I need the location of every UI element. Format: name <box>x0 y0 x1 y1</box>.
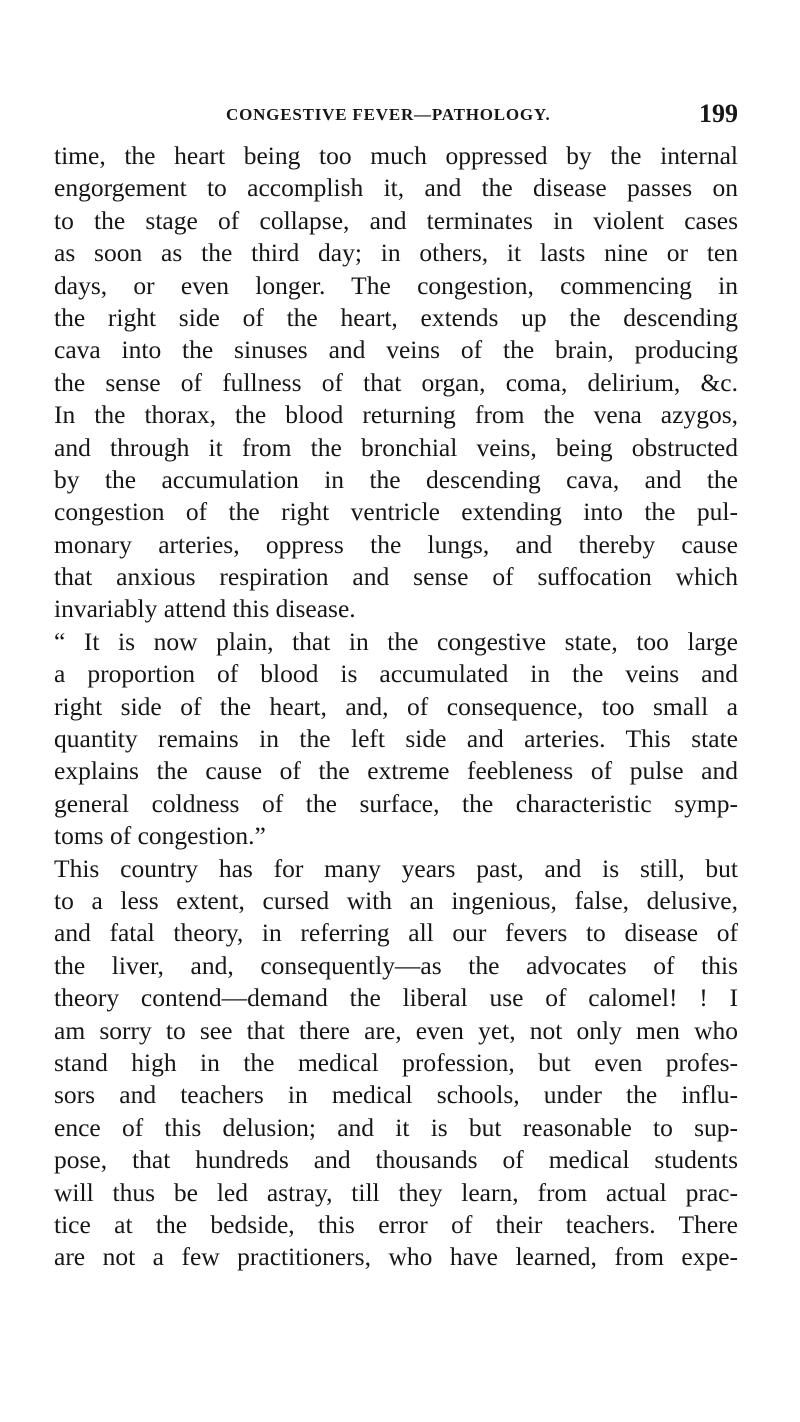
text-line: general coldness of the surface, the characteristic symp- <box>54 788 738 818</box>
text-line: and fatal theory, in referring all our fevers to disease of <box>54 918 738 948</box>
text-line: engorgement to accomplish it, and the disease passes on <box>54 173 738 203</box>
text-line: tice at the bedside, this error of their teachers. There <box>54 1209 738 1239</box>
text-line: to the stage of collapse, and terminates in violent cases <box>54 205 738 235</box>
text-line: ence of this delusion; and it is but reasonable to sup- <box>54 1112 738 1142</box>
text-line: as soon as the third day; in others, it lasts nine or ten <box>54 238 738 268</box>
text-line: by the accumulation in the descending cava, and the <box>54 464 738 494</box>
text-line: stand high in the medical profession, but even profes- <box>54 1047 738 1077</box>
text-line: monary arteries, oppress the lungs, and thereby cause <box>54 529 738 559</box>
text-line: cava into the sinuses and veins of the brain, producing <box>54 335 738 365</box>
text-line: am sorry to see that there are, even yet, not only men who <box>54 1015 738 1045</box>
body-text <box>54 140 738 1274</box>
text-line: quantity remains in the left side and arteries. This state <box>54 724 738 754</box>
text-line: congestion of the right ventricle extending into the pul- <box>54 497 738 527</box>
running-head <box>226 93 738 133</box>
text-line: the liver, and, consequently—as the advocates of this <box>54 950 738 980</box>
text-line: pose, that hundreds and thousands of medical students <box>54 1145 738 1175</box>
text-line: sors and teachers in medical schools, under the influ- <box>54 1080 738 1110</box>
text-line: “ It is now plain, that in the congestive state, too large <box>54 626 738 656</box>
text-line: days, or even longer. The congestion, commencing in <box>54 270 738 300</box>
text-line: the right side of the heart, extends up the descending <box>54 302 738 332</box>
text-line: time, the heart being too much oppressed by the internal <box>54 141 738 170</box>
text-line: that anxious respiration and sense of suffocation which <box>54 562 738 592</box>
text-line: toms of congestion.” <box>54 821 266 851</box>
text-line: a proportion of blood is accumulated in the veins and <box>54 659 738 689</box>
text-line: This country has for many years past, and is still, but <box>54 853 738 883</box>
text-line: In the thorax, the blood returning from the vena azygos, <box>54 400 738 430</box>
text-line: and through it from the bronchial veins, being obstructed <box>54 432 738 462</box>
text-line: will thus be led astray, till they learn, from actual prac- <box>54 1177 738 1207</box>
text-line: right side of the heart, and, of consequence, too small a <box>54 691 738 721</box>
text-line: the sense of fullness of that organ, coma, delirium, &c. <box>54 367 738 397</box>
text-line: are not a few practitioners, who have learned, from expe- <box>54 1242 738 1272</box>
page-number: 199 <box>699 99 738 128</box>
text-line: to a less extent, cursed with an ingenious, false, delusive, <box>54 885 738 915</box>
text-line: explains the cause of the extreme feebleness of pulse and <box>54 756 738 786</box>
text-line: theory contend—demand the liberal use of calomel! ! I <box>54 983 738 1013</box>
running-title: CONGESTIVE FEVER—PATHOLOGY. <box>226 105 551 124</box>
text-line: invariably attend this disease. <box>54 594 356 624</box>
